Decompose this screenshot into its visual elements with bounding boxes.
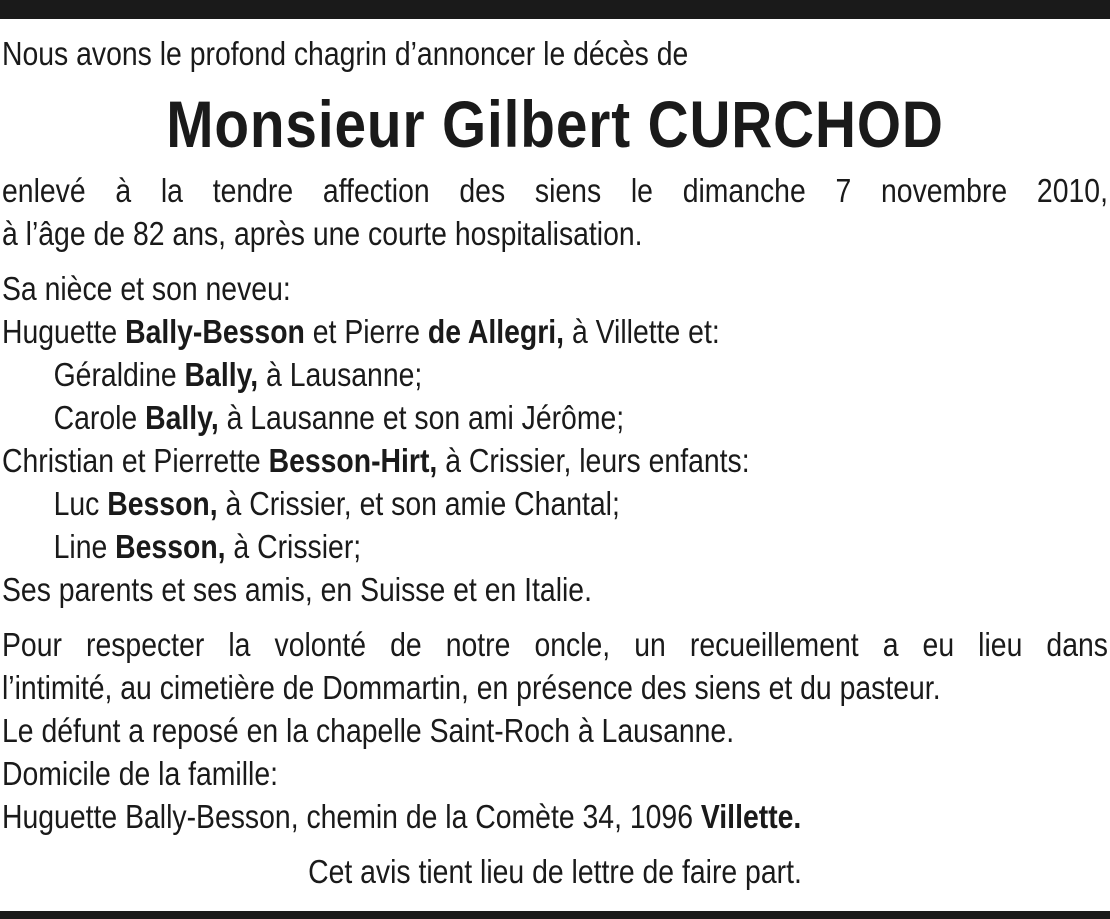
family-name: Besson-Hirt, (268, 442, 438, 479)
death-announcement-line-1: enlevé à la tendre affection des siens le dimanche 7 novembre 2010, (2, 172, 1108, 209)
given-name: Line (53, 528, 116, 565)
given-name: Huguette (2, 313, 126, 350)
obituary-notice (2, 32, 1108, 893)
given-name: Luc (53, 485, 108, 522)
location-text: à Lausanne; (258, 356, 423, 393)
family-name: Besson, (115, 528, 226, 565)
family-name: Bally, (145, 399, 219, 436)
location-text: à Crissier; (225, 528, 362, 565)
domicile-header: Domicile de la famille: (2, 755, 279, 792)
family-name: Bally, (184, 356, 259, 393)
ceremony-line-2: l’intimité, au cimetière de Dommartin, en présence des siens et du pasteur. (2, 669, 941, 706)
location-text: à Crissier, leurs enfants: (437, 442, 750, 479)
location-text: à Crissier, et son amie Chantal; (217, 485, 620, 522)
given-name: Géraldine (53, 356, 185, 393)
domicile-address (2, 795, 1108, 838)
ceremony-line-3: Le défunt a reposé en la chapelle Saint-Roch à Lausanne. (2, 712, 735, 749)
given-name: Carole (53, 399, 146, 436)
family-line (2, 310, 1108, 353)
family-line (2, 353, 1108, 396)
top-rule (0, 0, 1110, 19)
location-text: à Villette et: (564, 313, 720, 350)
ceremony-line-1: Pour respecter la volonté de notre oncle, un recueillement a eu lieu dans (2, 626, 1108, 663)
family-line (2, 525, 1108, 568)
location-text: à Lausanne et son ami Jérôme; (218, 399, 625, 436)
family-line (2, 396, 1108, 439)
family-name: de Allegri, (427, 313, 565, 350)
family-line (2, 439, 1108, 482)
family-name: Bally-Besson (125, 313, 305, 350)
family-line (2, 482, 1108, 525)
deceased-name: Monsieur Gilbert CURCHOD (166, 87, 944, 161)
death-announcement-line-2: à l’âge de 82 ans, après une courte hospitalisation. (2, 215, 643, 252)
family-line: Ses parents et ses amis, en Suisse et en Italie. (2, 571, 592, 608)
connector-text: et Pierre (304, 313, 428, 350)
footer-note: Cet avis tient lieu de lettre de faire part. (308, 853, 802, 890)
family-name: Besson, (107, 485, 218, 522)
town-name: Villette. (700, 798, 802, 835)
given-name: Christian et Pierrette (2, 442, 269, 479)
intro-text: Nous avons le profond chagrin d’annoncer le décès de (2, 35, 689, 72)
family-header: Sa nièce et son neveu: (2, 270, 291, 307)
address-text: Huguette Bally-Besson, chemin de la Comète 34, 1096 (2, 798, 701, 835)
bottom-rule (0, 911, 1110, 919)
